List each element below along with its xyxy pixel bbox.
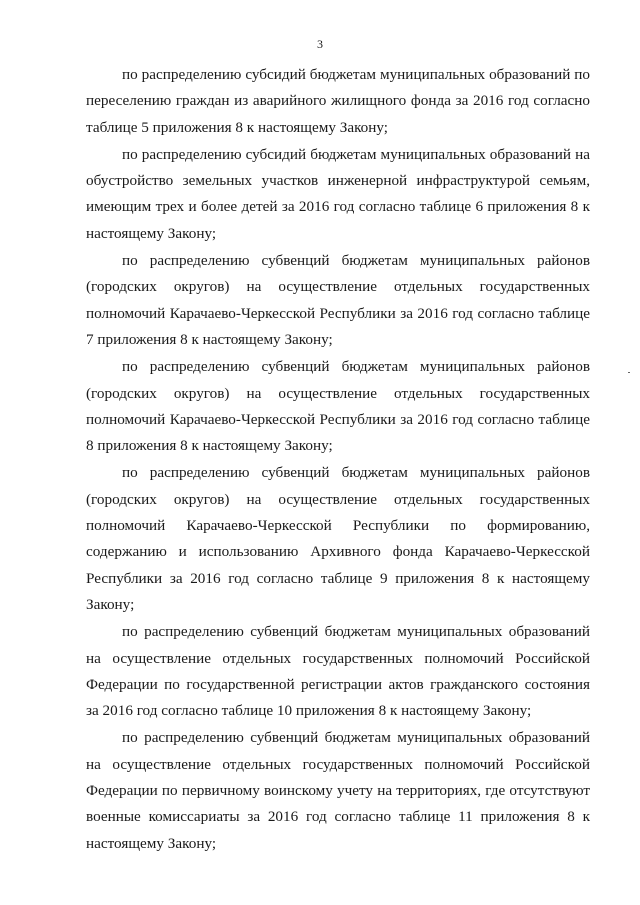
page-number: 3 — [317, 37, 323, 51]
paragraph-table-11: по распределению субвенций бюджетам муниципальных образований на осуществление отдельных государственных полномочий Российской Федерации по первичному воинскому учету на территориях, где отсутствуют военные комиссариаты за 2016 год согласно таблице 11 приложения 8 к настоящему Закону; — [86, 729, 590, 852]
paragraph-table-9: по распределению субвенций бюджетам муниципальных районов (городских округов) на осуществление отдельных государственных полномочий Карачаево-Черкесской Республики по формированию, содержанию и использованию Архивного фонда Карачаево-Черкесской Республики за 2016 год согласно таблице 9 приложения 8 к настоящему Закону; — [86, 464, 590, 613]
paragraph-table-5: по распределению субсидий бюджетам муниципальных образований по переселению граждан из аварийного жилищного фонда за 2016 год согласно таблице 5 приложения 8 к настоящему Закону; — [86, 66, 590, 136]
paragraph-table-10: по распределению субвенций бюджетам муниципальных образований на осуществление отдельных государственных полномочий Российской Федерации по государственной регистрации актов гражданского состояния за 2016 год согласно таблице 10 приложения 8 к настоящему Закону; — [86, 623, 590, 720]
paragraph-table-6: по распределению субсидий бюджетам муниципальных образований на обустройство земельных участков инженерной инфраструктурой семьям, имеющим трех и более детей за 2016 год согласно таблице 6 приложения 8 к настоящему Закону; — [86, 145, 590, 242]
document-body — [86, 62, 590, 857]
paragraph-table-8: по распределению субвенций бюджетам муниципальных районов (городских округов) на осуществление отдельных государственных полномочий Карачаево-Черкесской Республики за 2016 год согласно таблице 8 приложения 8 к настоящему Закону; — [86, 358, 590, 455]
scan-mark — [628, 372, 630, 373]
paragraph-table-7: по распределению субвенций бюджетам муниципальных районов (городских округов) на осуществление отдельных государственных полномочий Карачаево-Черкесской Республики за 2016 год согласно таблице 7 приложения 8 к настоящему Закону; — [86, 252, 590, 348]
